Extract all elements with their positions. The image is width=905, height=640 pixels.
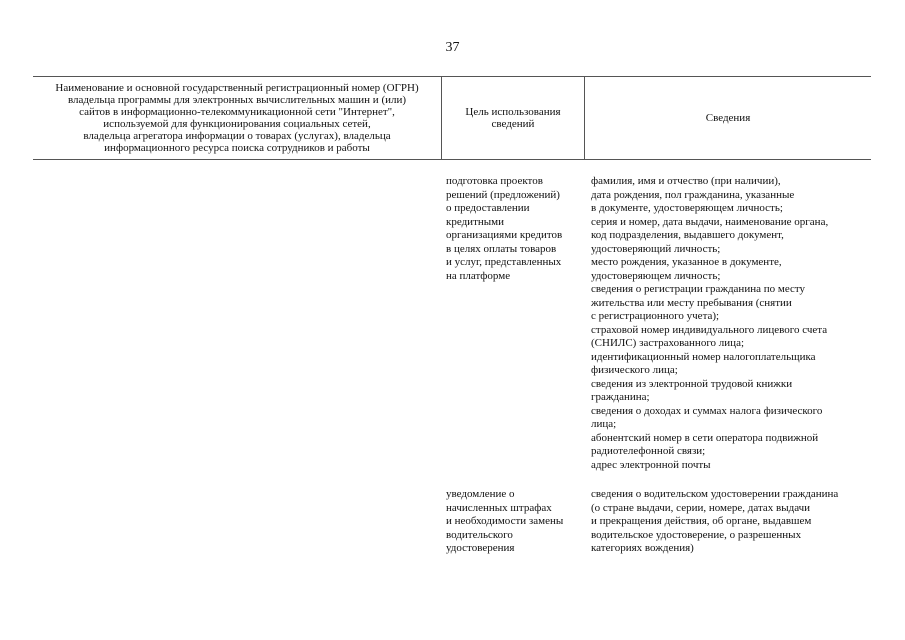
text-line: (о стране выдачи, серии, номере, датах выдачи [591,501,811,514]
text-line: сведений [491,117,535,130]
header-purpose-column [442,76,584,159]
page-number: 37 [445,40,460,55]
text-line: Наименование и основной государственный регистрационный номер (ОГРН) [55,81,419,94]
text-line: серия и номер, дата выдачи, наименование органа, [591,215,829,228]
row-2-info [591,488,838,556]
text-line: на платформе [446,269,511,282]
text-line: сведения о водительском удостоверении гражданина [591,488,839,500]
text-line: водительское удостоверение, о разрешенных [591,528,802,541]
text-line: адрес электронной почты [591,458,711,471]
text-line: сведения о доходах и суммах налога физического [591,404,823,417]
header-info-text [706,112,751,124]
text-line: Цель использования [465,105,561,118]
text-line: сайтов в информационно-телекоммуникационной сети "Интернет", [79,105,395,118]
text-line: в целях оплаты товаров [446,242,557,255]
text-line: кредитными [446,215,504,228]
text-line: о предоставлении [446,202,530,214]
text-line: удостоверения [446,542,515,554]
header-purpose-text [465,106,560,130]
text-line: информационного ресурса поиска сотрудников и работы [104,141,370,154]
text-line: с регистрационного учета); [591,310,720,322]
text-line: и прекращения действия, об органе, выдавшем [591,515,812,527]
text-line: удостоверяющем личность; [591,269,721,282]
text-line: и необходимости замены [446,515,564,527]
row-2-purpose [446,488,563,556]
text-line: уведомление о [446,488,515,500]
row-1-info [591,175,828,472]
text-line: подготовка проектов [446,175,543,187]
text-line: владельца программы для электронных вычислительных машин и (или) [67,93,407,106]
text-line: жительства или месту пребывания (снятии [591,296,792,309]
text-line: решений (предложений) [446,188,560,201]
text-line: сведения из электронной трудовой книжки [591,377,793,390]
text-line: удостоверяющий личность; [591,242,721,255]
text-line: и услуг, представленных [446,256,562,268]
text-line: категориях вождения) [591,542,694,554]
text-line: страховой номер индивидуального лицевого счета [591,323,828,336]
header-info-column [585,76,871,159]
text-line: код подразделения, выдавшего документ, [591,229,784,241]
text-line: абонентский номер в сети оператора подвижной [591,431,819,444]
text-line: водительского [446,528,513,541]
text-line: используемой для функционирования социальных сетей, [103,117,371,130]
text-line: Сведения [705,111,751,124]
text-line: идентификационный номер налогоплательщика [591,350,816,363]
header-owner-column [33,76,441,159]
text-line: в документе, удостоверяющем личность; [591,202,783,214]
text-line: начисленных штрафах [446,501,552,514]
text-line: радиотелефонной связи; [591,445,706,457]
header-owner-text [55,82,418,154]
text-line: владельца агрегатора информации о товарах (услугах), владельца [83,129,391,142]
text-line: фамилия, имя и отчество (при наличии), [591,175,781,187]
text-line: (СНИЛС) застрахованного лица; [591,337,745,349]
text-line: гражданина; [591,391,650,403]
text-line: сведения о регистрации гражданина по месту [591,283,806,295]
text-line: место рождения, указанное в документе, [591,256,782,268]
text-line: дата рождения, пол гражданина, указанные [591,188,795,201]
text-line: физического лица; [591,364,678,376]
row-1-purpose [446,175,562,283]
text-line: организациями кредитов [446,229,563,241]
table-header-bottom-border [33,159,871,160]
text-line: лица; [591,418,617,430]
